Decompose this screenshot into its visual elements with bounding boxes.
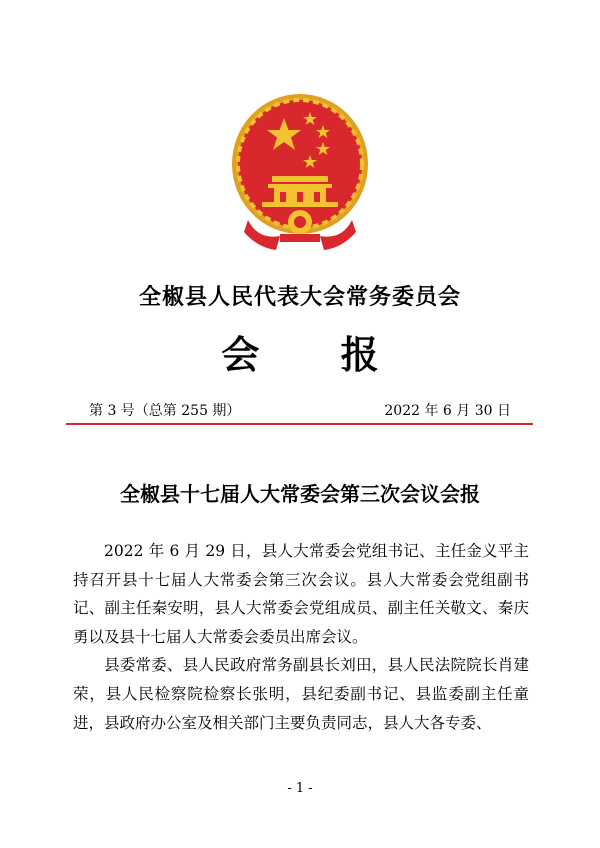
- issue-date: 2022 年 6 月 30 日: [384, 403, 511, 419]
- paragraph: 县委常委、县人民政府常务副县长刘田，县人民法院院长肖建荣，县人民检察院检察长张明，县纪委副书记、县监委副主任童进，县政府办公室及相关部门主要负责同志，县人大各专委、: [73, 656, 529, 732]
- article-headline: 全椒县十七届人大常委会第三次会议会报: [120, 482, 480, 506]
- issue-number: 第 3 号（总第 255 期）: [89, 403, 241, 419]
- paragraph: 2022 年 6 月 29 日，县人大常委会党组书记、主任金义平主持召开县十七届人大常委会第三次会议。县人大常委会党组副书记、副主任秦安明，县人大常委会党组成员、副主任关敬文、秦庆勇以及县十七届人大常委会委员出席会议。: [73, 542, 529, 646]
- org-title: 全椒县人民代表大会常务委员会: [138, 285, 461, 310]
- article-body: [73, 537, 529, 737]
- document-type: 会 报: [221, 333, 413, 377]
- page-number: - 1 -: [287, 781, 313, 796]
- red-divider: [66, 423, 533, 425]
- national-emblem-icon: [228, 80, 372, 256]
